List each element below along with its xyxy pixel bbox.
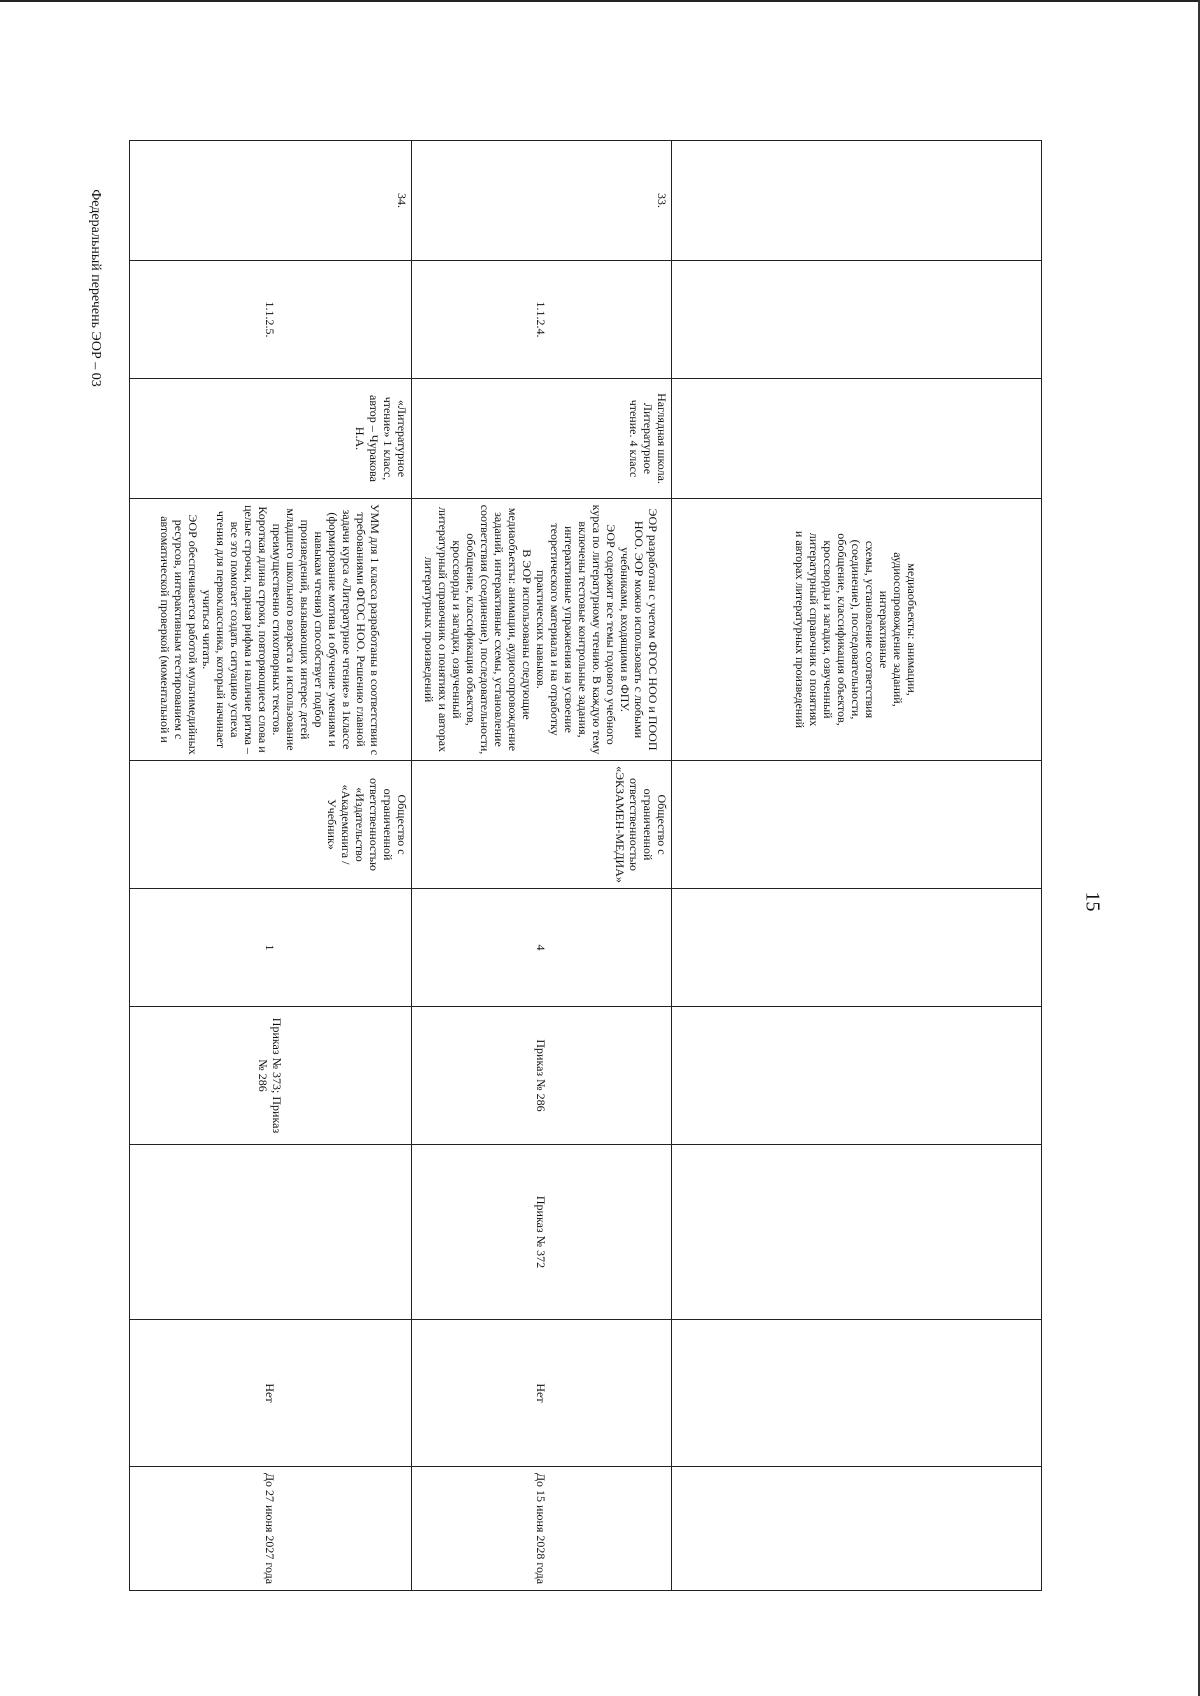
cell-name: «Литературное чтение» 1 класс, автор – Чуракова Н.А. — [130, 379, 412, 499]
desc-line: кроссворды и загадки, озвученный — [821, 540, 836, 719]
desc-line: медиаобъекты: анимации, — [905, 563, 920, 696]
desc-line: схемы, установление соответствия — [863, 540, 878, 719]
cell-name — [672, 379, 1042, 499]
cell-order1 — [672, 1007, 1042, 1145]
desc-paragraph: ЭОР обеспечивается работой мультимедийных ресурсов, интерактивным тестированием с автоматической проверкой (моментальной и — [158, 514, 201, 755]
cell-code: 1.1.2.4. — [412, 261, 672, 379]
cell-status: Нет — [130, 1320, 412, 1467]
cell-num: 33. — [412, 141, 672, 261]
cell-num — [672, 141, 1042, 261]
page-number: 15 — [1081, 891, 1104, 912]
desc-line: аудиосопровождение заданий, — [891, 552, 906, 707]
cell-grade: 1 — [130, 889, 412, 1007]
table-row — [672, 141, 1042, 1591]
cell-term: До 27 июня 2027 года — [130, 1467, 412, 1591]
table-row — [130, 141, 412, 1591]
cell-order1: Приказ № 286 — [412, 1007, 672, 1145]
cell-publisher — [672, 761, 1042, 889]
desc-paragraph: В ЭОР использованы следующие медиаобъекты: анимации, аудиосопровождение заданий, интерактивные схемы, установление соответствия (соединение), последовательности, обобщение, классификация объектов, кроссворды и загадки, озвученный литературный справочник о понятиях и авторах литературных произведений — [422, 504, 535, 755]
cell-code — [672, 261, 1042, 379]
cell-code: 1.1.2.5. — [130, 261, 412, 379]
desc-line: (соединение), последовательности, — [849, 539, 864, 720]
cell-term — [672, 1467, 1042, 1591]
desc-paragraph: ЭОР разработан с учетом ФГОС НОО и ПООП НОО. ЭОР можно использовать с любыми учебниками, входящими в ФПУ. — [618, 508, 661, 751]
cell-description — [672, 499, 1042, 761]
running-header: Федеральный перечень ЭОР – 03 — [88, 189, 103, 387]
cell-order1: Приказ № 373; Приказ № 286 — [130, 1007, 412, 1145]
cell-status — [672, 1320, 1042, 1467]
cell-num: 34. — [130, 141, 412, 261]
desc-paragraph: ЭОР содержит все темы годового учебного курса по литературному чтению. В каждую тему включены тестовые контрольные задания, интерактивные упражнения на усвоение теоретического материала и на отработку практических навыков. — [534, 504, 619, 755]
cell-term: До 15 июня 2028 года — [412, 1467, 672, 1591]
cell-description — [130, 499, 412, 761]
eor-table — [129, 140, 1042, 1591]
cell-description — [412, 499, 672, 761]
desc-line: интерактивные — [877, 590, 892, 669]
table-row — [412, 141, 672, 1591]
desc-line: и авторах литературных произведений — [793, 530, 808, 729]
desc-paragraph: УММ для 1 класса разработаны в соответствии с требованиями ФГОС НОО. Решению главной задачи курса «Литературное чтение» в 1классе (формирование мотива и обучение умениям и навыкам чтения) способствует подбор произведений, вызывающих интерес детей младшего школьного возраста и использование преимущественно стихотворных текстов. Короткая длина строки, повторяющиеся слова и целые строчки, парная рифма и наличие ритма – все это помогает создать ситуацию успеха чтения для первоклассника, который начинает учиться читать. — [200, 503, 383, 756]
rotated-page — [130, 140, 1042, 1590]
cell-publisher: Общество с ограниченной ответственностью «Издательство «Академкнига / Учебник» — [130, 761, 412, 889]
desc-line: обобщение, классификация объектов, — [835, 533, 850, 726]
cell-grade: 4 — [412, 889, 672, 1007]
cell-publisher: Общество с ограниченной ответственностью «ЭКЗАМЕН-МЕДИА» — [412, 761, 672, 889]
scan-edge — [0, 0, 1200, 2]
cell-name: Наглядная школа. Литературное чтение. 4 класс — [412, 379, 672, 499]
cell-status: Нет — [412, 1320, 672, 1467]
desc-line: литературный справочник о понятиях — [807, 532, 822, 727]
cell-order2 — [130, 1145, 412, 1320]
cell-order2: Приказ № 372 — [412, 1145, 672, 1320]
cell-grade — [672, 889, 1042, 1007]
cell-order2 — [672, 1145, 1042, 1320]
